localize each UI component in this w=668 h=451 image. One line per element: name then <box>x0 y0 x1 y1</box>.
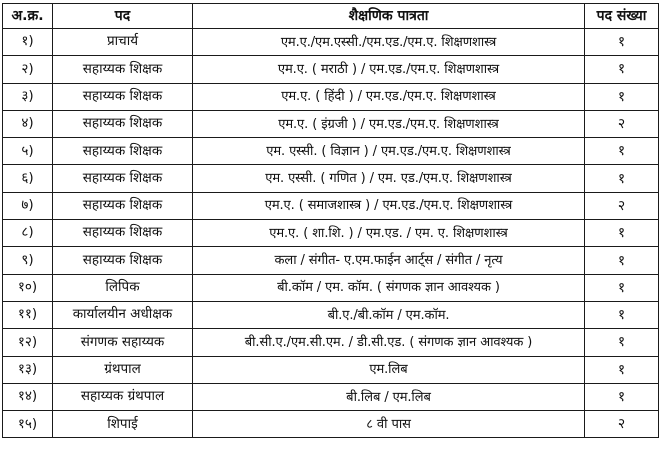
post-count-cell: १ <box>585 220 659 247</box>
post-count-cell: २ <box>585 110 659 137</box>
post-count-cell: १ <box>585 329 659 356</box>
qualification-cell: बी.ए./बी.कॉम / एम.कॉम. <box>193 301 585 328</box>
qualification-cell: एम.ए. ( शा.शि. ) / एम.एड. / एम. ए. शिक्षणशास्त्र <box>193 220 585 247</box>
post-count-cell: १ <box>585 138 659 165</box>
post-count-cell: १ <box>585 247 659 274</box>
post-count-cell: १ <box>585 56 659 83</box>
qualification-cell: एम.ए. ( समाजशास्त्र ) / एम.एड./एम.ए. शिक्षणशास्त्र <box>193 192 585 219</box>
table-row <box>3 247 659 274</box>
qualification-cell: ८ वी पास <box>193 411 585 438</box>
post-cell: सहाय्यक शिक्षक <box>53 220 193 247</box>
post-cell: सहाय्यक शिक्षक <box>53 56 193 83</box>
post-cell: सहाय्यक शिक्षक <box>53 83 193 110</box>
post-cell: सहाय्यक शिक्षक <box>53 165 193 192</box>
serial-number-cell: १) <box>3 29 53 56</box>
post-cell: सहाय्यक शिक्षक <box>53 247 193 274</box>
table-row <box>3 192 659 219</box>
post-count-cell: १ <box>585 383 659 410</box>
qualification-cell: बी.लिब / एम.लिब <box>193 383 585 410</box>
serial-number-cell: १०) <box>3 274 53 301</box>
post-count-cell: २ <box>585 192 659 219</box>
table-row <box>3 220 659 247</box>
qualification-cell: एम.ए. ( इंग्रजी ) / एम.एड./एम.ए. शिक्षणशास्त्र <box>193 110 585 137</box>
post-count-cell: १ <box>585 165 659 192</box>
table-row <box>3 138 659 165</box>
qualification-cell: बी.कॉम / एम. कॉम. ( संगणक ज्ञान आवश्यक ) <box>193 274 585 301</box>
post-count-cell: १ <box>585 29 659 56</box>
serial-number-cell: ७) <box>3 192 53 219</box>
header-row <box>3 4 659 29</box>
serial-number-cell: १५) <box>3 411 53 438</box>
post-count-cell: १ <box>585 274 659 301</box>
table-row <box>3 56 659 83</box>
table-row <box>3 110 659 137</box>
serial-number-cell: ११) <box>3 301 53 328</box>
table-row <box>3 165 659 192</box>
post-count-cell: १ <box>585 356 659 383</box>
vacancy-table <box>2 3 659 438</box>
table-row <box>3 329 659 356</box>
serial-number-cell: ६) <box>3 165 53 192</box>
serial-number-cell: २) <box>3 56 53 83</box>
serial-number-cell: १३) <box>3 356 53 383</box>
serial-number-cell: ८) <box>3 220 53 247</box>
serial-number-cell: १२) <box>3 329 53 356</box>
table-row <box>3 274 659 301</box>
post-count-cell: २ <box>585 411 659 438</box>
post-cell: लिपिक <box>53 274 193 301</box>
post-cell: सहाय्यक शिक्षक <box>53 110 193 137</box>
post-count-cell: १ <box>585 301 659 328</box>
qualification-cell: एम. एस्सी. ( गणित ) / एम. एड./एम.ए. शिक्षणशास्त्र <box>193 165 585 192</box>
table-row <box>3 301 659 328</box>
post-cell: प्राचार्य <box>53 29 193 56</box>
serial-number-cell: ९) <box>3 247 53 274</box>
post-cell: ग्रंथपाल <box>53 356 193 383</box>
table-row <box>3 411 659 438</box>
qualification-cell: एम.ए. ( हिंदी ) / एम.एड./एम.ए. शिक्षणशास्त्र <box>193 83 585 110</box>
post-cell: सहाय्यक ग्रंथपाल <box>53 383 193 410</box>
post-count-cell: १ <box>585 83 659 110</box>
qualification-cell: एम.ए./एम.एस्सी./एम.एड./एम.ए. शिक्षणशास्त्र <box>193 29 585 56</box>
serial-number-cell: ५) <box>3 138 53 165</box>
qualification-cell: बी.सी.ए./एम.सी.एम. / डी.सी.एड. ( संगणक ज्ञान आवश्यक ) <box>193 329 585 356</box>
post-cell: कार्यालयीन अधीक्षक <box>53 301 193 328</box>
header-qualification: शैक्षणिक पात्रता <box>193 4 585 29</box>
header-serial-number: अ.क्र. <box>3 4 53 29</box>
table-row <box>3 29 659 56</box>
qualification-cell: एम. एस्सी. ( विज्ञान ) / एम.एड./एम.ए. शिक्षणशास्त्र <box>193 138 585 165</box>
qualification-cell: एम.ए. ( मराठी ) / एम.एड./एम.ए. शिक्षणशास्त्र <box>193 56 585 83</box>
header-post-count: पद संख्या <box>585 4 659 29</box>
post-cell: संगणक सहाय्यक <box>53 329 193 356</box>
table-row <box>3 383 659 410</box>
table-header <box>3 4 659 29</box>
table-row <box>3 356 659 383</box>
serial-number-cell: १४) <box>3 383 53 410</box>
post-cell: सहाय्यक शिक्षक <box>53 192 193 219</box>
header-post: पद <box>53 4 193 29</box>
serial-number-cell: ४) <box>3 110 53 137</box>
post-cell: शिपाई <box>53 411 193 438</box>
qualification-cell: एम.लिब <box>193 356 585 383</box>
table-body <box>3 29 659 438</box>
serial-number-cell: ३) <box>3 83 53 110</box>
qualification-cell: कला / संगीत- ए.एम.फाईन आर्ट्स / संगीत / नृत्य <box>193 247 585 274</box>
table-row <box>3 83 659 110</box>
post-cell: सहाय्यक शिक्षक <box>53 138 193 165</box>
